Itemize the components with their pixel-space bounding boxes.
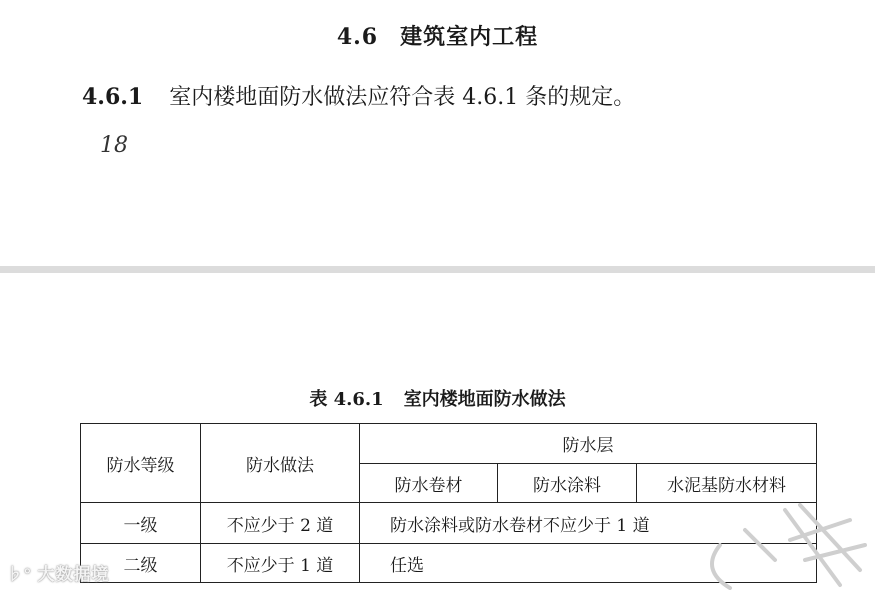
section-number: 4.6: [336, 24, 379, 50]
row-method: 不应少于 2 道: [201, 503, 360, 544]
subheader-membrane: 防水卷材: [360, 464, 498, 503]
header-grade: 防水等级: [81, 424, 201, 503]
table-header-row: [81, 424, 817, 464]
stamp-watermark: [690, 490, 875, 590]
table-caption-title: 室内楼地面防水做法: [403, 389, 566, 410]
section-heading: [0, 20, 875, 51]
page-divider: [0, 266, 875, 273]
row-layer: 防水涂料或防水卷材不应少于 1 道: [360, 503, 817, 544]
platform-watermark: [6, 560, 110, 585]
row-grade: 一级: [81, 503, 201, 544]
clause-text: 室内楼地面防水做法应符合表 4.6.1 条的规定。: [169, 85, 636, 110]
watermark-text: 大数据境: [37, 565, 110, 584]
table-caption-number: 表 4.6.1: [309, 389, 384, 410]
subheader-cement-based: 水泥基防水材料: [637, 464, 817, 503]
row-method: 不应少于 1 道: [201, 544, 360, 583]
clause-number: 4.6.1: [82, 84, 144, 110]
section-title: 建筑室内工程: [400, 24, 539, 50]
clause-paragraph: [82, 80, 635, 111]
table-caption: [0, 385, 875, 411]
row-layer: 任选: [360, 544, 817, 583]
subheader-coating: 防水涂料: [498, 464, 637, 503]
header-method: 防水做法: [201, 424, 360, 503]
page-number: 18: [100, 133, 128, 158]
header-layer: 防水层: [360, 424, 817, 464]
row-grade: 二级: [81, 544, 201, 583]
watermark-logo-icon: ♭°: [6, 565, 32, 584]
